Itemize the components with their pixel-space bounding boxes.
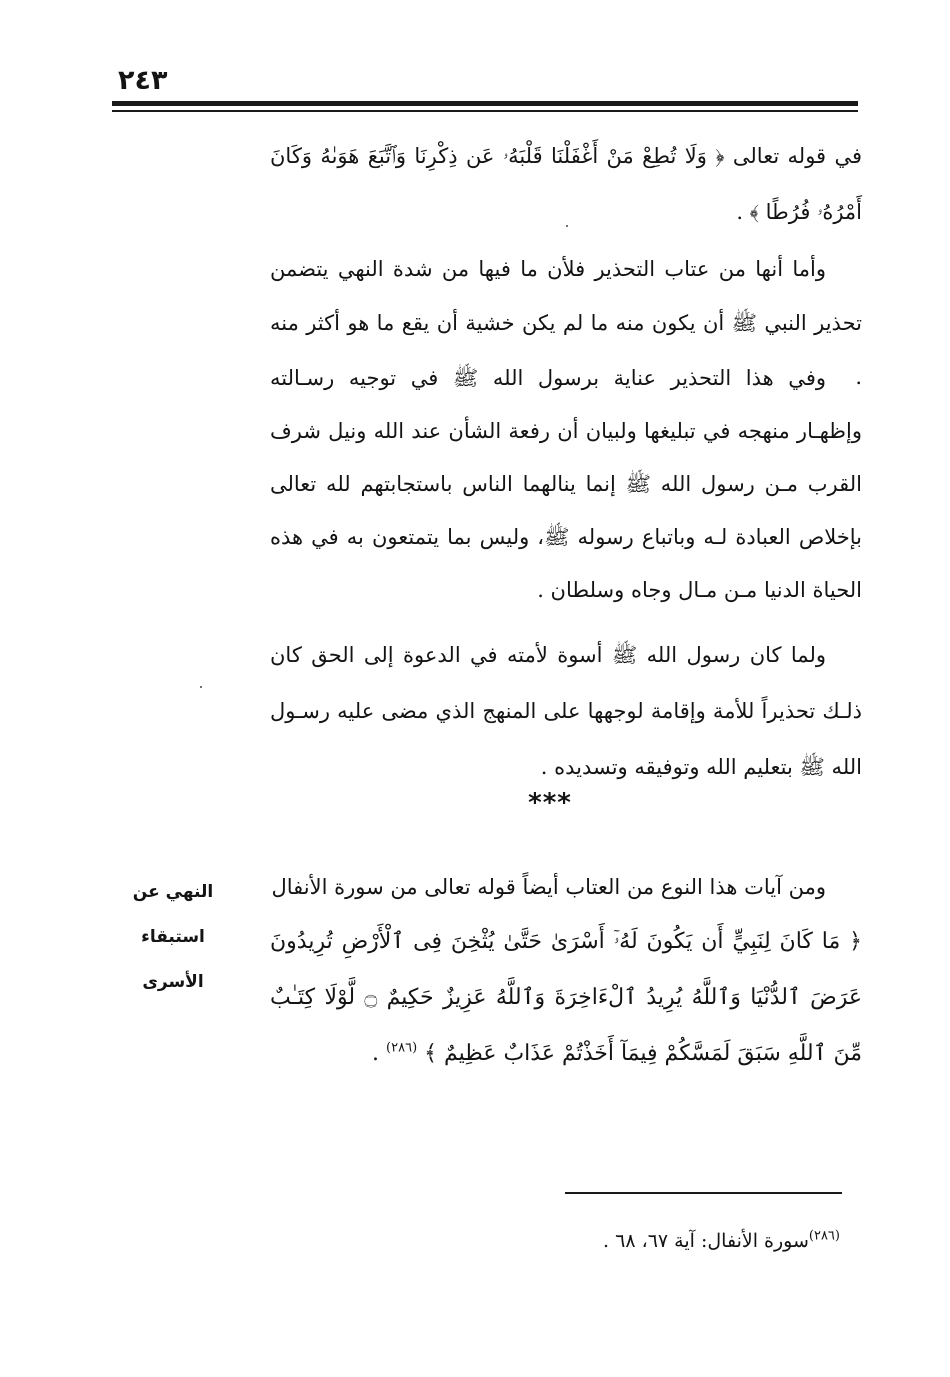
paragraph-text: وأما أنها من عتاب التحذير فلأن ما فيها من شدة النهي يتضمن تحذير النبي ﷺ أن يكون منه ما لم يكن خشية أن يقع ما هو أكثر منه .	[270, 257, 862, 389]
footnote-reference: (٢٨٦)	[386, 1040, 418, 1056]
scan-speck	[566, 225, 568, 227]
margin-note	[128, 870, 218, 1005]
margin-note-line: استبقاء	[141, 927, 205, 947]
paragraph-care	[270, 352, 862, 617]
footnote-text: سورة الأنفال: آية ٦٧، ٦٨ .	[603, 1230, 809, 1252]
paragraph-text: في قوله تعالى ﴿ وَلَا تُطِعْ مَنْ أَغْفَلْنَا قَلْبَهُۥ عَن ذِكْرِنَا وَٱتَّبَعَ هَوَىٰهُ وَكَانَ أَمْرُهُۥ فُرُطًا ﴾ .	[270, 144, 862, 224]
quran-verse: ﴿ مَا كَانَ لِنَبِيٍّ أَن يَكُونَ لَهُۥٓ أَسْرَىٰ حَتَّىٰ يُثْخِنَ فِى ٱلْأَرْضِ تُرِيدُونَ عَرَضَ ٱلدُّنْيَا وَٱللَّهُ يُرِيدُ ٱلْءَاخِرَةَ وَٱللَّهُ عَزِيزٌ حَكِيمٌ ۝ لَّوْلَا كِتَـٰبٌ مِّنَ ٱللَّهِ سَبَقَ لَمَسَّكُمْ فِيمَآ أَخَذْتُمْ عَذَابٌ عَظِيمٌ ﴾	[270, 929, 863, 1066]
paragraph-verse-continuation	[270, 128, 862, 240]
margin-note-line: النهي عن	[132, 882, 214, 902]
quran-verse-text: ﴿ مَا كَانَ لِنَبِيٍّ أَن يَكُونَ لَهُۥٓ أَسْرَىٰ حَتَّىٰ يُثْخِنَ فِى ٱلْأَرْضِ تُرِيدُونَ عَرَضَ ٱلدُّنْيَا وَٱللَّهُ يُرِيدُ ٱلْءَاخِرَةَ وَٱللَّهُ عَزِيزٌ حَكِيمٌ ۝ لَّوْلَا كِتَـٰبٌ مِّنَ ٱللَّهِ سَبَقَ لَمَسَّكُمْ فِيمَآ أَخَذْتُمْ عَذَابٌ عَظِيمٌ ﴾ $^{(٢٨٦)}$ .	[270, 929, 863, 1066]
section-separator: ***	[528, 788, 572, 818]
footnote	[480, 1228, 840, 1254]
paragraph-example	[270, 627, 862, 795]
paragraph-text: وفي هذا التحذير عناية برسول الله ﷺ في توجيه رسـالته وإظهـار منهجه في تبليغها ولبيان أن رفعة الشأن عند الله ونيل شرف القرب مـن رسول الله ﷺ إنما ينالهما الناس باستجابتهم لله تعالى بإخلاص العبادة لـه وباتباع رسوله ﷺ، وليس بما يتمتعون به في هذه الحياة الدنيا مـن مـال وجاه وسلطان .	[270, 366, 862, 602]
scan-speck	[200, 686, 202, 688]
header-rule	[112, 101, 858, 106]
paragraph-section-intro	[270, 862, 862, 912]
page-number: ٢٤٣	[118, 65, 168, 96]
footnote-marker: (٢٨٦)	[808, 1228, 840, 1244]
margin-note-line: الأسرى	[142, 972, 204, 992]
header-rule-thin	[112, 110, 858, 112]
paragraph-text: ومن آيات هذا النوع من العتاب أيضاً قوله تعالى من سورة الأنفال	[271, 875, 826, 899]
quran-quote	[270, 914, 862, 1082]
paragraph-text: ولما كان رسول الله ﷺ أسوة لأمته في الدعوة إلى الحق كان ذلـك تحذيراً للأمة وإقامة لوجهها على المنهج الذي مضى عليه رسـول الله ﷺ بتعليم الله وتوفيقه وتسديده .	[270, 643, 862, 779]
footnote-rule	[565, 1192, 842, 1194]
